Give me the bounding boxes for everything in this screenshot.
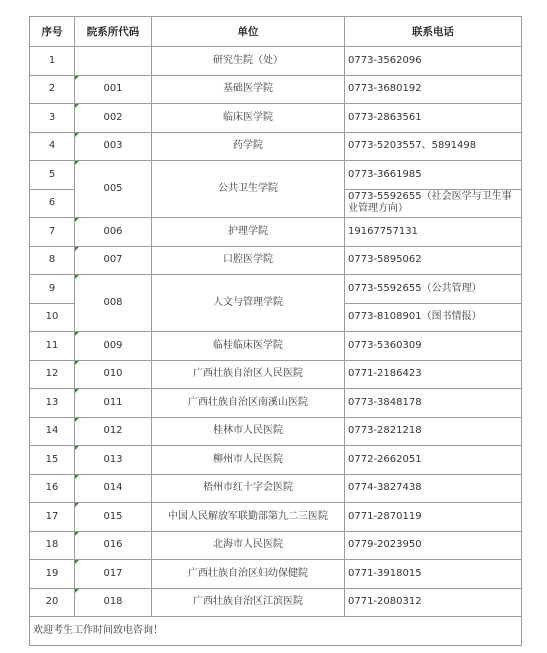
cell-marker-icon bbox=[75, 133, 79, 137]
row-unit: 药学院 bbox=[152, 132, 345, 161]
row-index: 11 bbox=[30, 332, 75, 361]
table-row bbox=[30, 417, 522, 446]
row-index: 19 bbox=[30, 560, 75, 589]
row-code-text: 013 bbox=[103, 453, 123, 465]
row-index: 15 bbox=[30, 446, 75, 475]
cell-marker-icon bbox=[75, 589, 79, 593]
table-row bbox=[30, 474, 522, 503]
cell-marker-icon bbox=[75, 446, 79, 450]
header-phone: 联系电话 bbox=[345, 17, 522, 47]
row-phone: 0773-5203557、5891498 bbox=[345, 132, 522, 161]
row-index: 20 bbox=[30, 588, 75, 617]
contact-table bbox=[29, 16, 522, 646]
row-code bbox=[75, 446, 152, 475]
row-unit: 广西壮族自治区人民医院 bbox=[152, 360, 345, 389]
table-row bbox=[30, 161, 522, 190]
row-code-text: 007 bbox=[103, 254, 123, 266]
row-code bbox=[75, 531, 152, 560]
row-phone: 0773-3680192 bbox=[345, 75, 522, 104]
row-code-text: 006 bbox=[103, 225, 123, 237]
cell-marker-icon bbox=[75, 503, 79, 507]
row-code bbox=[75, 75, 152, 104]
table-row bbox=[30, 389, 522, 418]
row-code-text: 010 bbox=[103, 368, 123, 380]
row-phone: 0773-3661985 bbox=[345, 161, 522, 190]
row-code-text: 008 bbox=[103, 297, 123, 308]
row-index: 7 bbox=[30, 218, 75, 247]
row-phone: 0771-3918015 bbox=[345, 560, 522, 589]
cell-marker-icon bbox=[75, 361, 79, 365]
row-code bbox=[75, 588, 152, 617]
row-phone: 0779-2023950 bbox=[345, 531, 522, 560]
table-row bbox=[30, 75, 522, 104]
row-index: 17 bbox=[30, 503, 75, 532]
row-phone: 0773-8108901（图书情报） bbox=[345, 303, 522, 332]
table-row bbox=[30, 360, 522, 389]
row-code bbox=[75, 417, 152, 446]
cell-marker-icon bbox=[75, 332, 79, 336]
row-code bbox=[75, 560, 152, 589]
cell-marker-icon bbox=[75, 475, 79, 479]
row-phone: 0771-2080312 bbox=[345, 588, 522, 617]
row-phone: 0773-2863561 bbox=[345, 104, 522, 133]
row-index: 18 bbox=[30, 531, 75, 560]
row-unit: 广西壮族自治区江滨医院 bbox=[152, 588, 345, 617]
row-code bbox=[75, 161, 152, 218]
row-index: 5 bbox=[30, 161, 75, 190]
table-row bbox=[30, 560, 522, 589]
row-code bbox=[75, 104, 152, 133]
row-phone: 0773-5895062 bbox=[345, 246, 522, 275]
row-index: 1 bbox=[30, 47, 75, 76]
row-code-text: 018 bbox=[103, 596, 123, 608]
header-code: 院系所代码 bbox=[75, 17, 152, 47]
footer-note: 欢迎考生工作时间致电咨询！ bbox=[30, 617, 522, 646]
row-code-text: 009 bbox=[103, 339, 123, 351]
row-unit: 护理学院 bbox=[152, 218, 345, 247]
row-unit: 广西壮族自治区南溪山医院 bbox=[152, 389, 345, 418]
row-unit: 北海市人民医院 bbox=[152, 531, 345, 560]
cell-marker-icon bbox=[75, 389, 79, 393]
row-index: 10 bbox=[30, 303, 75, 332]
row-phone: 0773-5592655（公共管理） bbox=[345, 275, 522, 304]
row-code-text: 016 bbox=[103, 539, 123, 551]
row-code bbox=[75, 360, 152, 389]
table-row bbox=[30, 503, 522, 532]
row-unit: 公共卫生学院 bbox=[152, 161, 345, 218]
table-row bbox=[30, 218, 522, 247]
cell-marker-icon bbox=[75, 532, 79, 536]
row-unit: 临床医学院 bbox=[152, 104, 345, 133]
table-row bbox=[30, 47, 522, 76]
row-unit: 临桂临床医学院 bbox=[152, 332, 345, 361]
row-phone: 0773-3562096 bbox=[345, 47, 522, 76]
row-code-text: 011 bbox=[103, 396, 123, 408]
table-footer-row bbox=[30, 617, 522, 646]
row-code bbox=[75, 389, 152, 418]
row-index: 14 bbox=[30, 417, 75, 446]
row-index: 8 bbox=[30, 246, 75, 275]
row-phone: 0771-2870119 bbox=[345, 503, 522, 532]
row-code-text: 012 bbox=[103, 425, 123, 437]
table-row bbox=[30, 132, 522, 161]
row-phone: 0772-2662051 bbox=[345, 446, 522, 475]
row-code-text: 017 bbox=[103, 567, 123, 579]
row-code-text: 005 bbox=[103, 183, 123, 194]
row-phone: 0773-5592655（社会医学与卫生事业管理方向） bbox=[345, 189, 522, 218]
row-index: 6 bbox=[30, 189, 75, 218]
row-unit: 中国人民解放军联勤部第九二三医院 bbox=[152, 503, 345, 532]
table-row bbox=[30, 446, 522, 475]
row-index: 13 bbox=[30, 389, 75, 418]
header-index: 序号 bbox=[30, 17, 75, 47]
table-row bbox=[30, 104, 522, 133]
row-index: 16 bbox=[30, 474, 75, 503]
row-code-text: 015 bbox=[103, 510, 123, 522]
row-phone: 0773-2821218 bbox=[345, 417, 522, 446]
row-code-text: 014 bbox=[103, 482, 123, 494]
row-index: 2 bbox=[30, 75, 75, 104]
cell-marker-icon bbox=[75, 104, 79, 108]
table-row bbox=[30, 275, 522, 304]
row-code bbox=[75, 474, 152, 503]
row-phone: 0773-3848178 bbox=[345, 389, 522, 418]
cell-marker-icon bbox=[75, 418, 79, 422]
row-code bbox=[75, 275, 152, 332]
header-unit: 单位 bbox=[152, 17, 345, 47]
row-code-text: 003 bbox=[103, 140, 123, 152]
cell-marker-icon bbox=[75, 218, 79, 222]
cell-marker-icon bbox=[75, 560, 79, 564]
row-unit: 梧州市红十字会医院 bbox=[152, 474, 345, 503]
row-code bbox=[75, 47, 152, 76]
cell-marker-icon bbox=[75, 76, 79, 80]
row-code bbox=[75, 132, 152, 161]
row-unit: 桂林市人民医院 bbox=[152, 417, 345, 446]
row-index: 4 bbox=[30, 132, 75, 161]
cell-marker-icon bbox=[75, 275, 79, 279]
row-unit: 人文与管理学院 bbox=[152, 275, 345, 332]
row-phone: 0773-5360309 bbox=[345, 332, 522, 361]
row-code-text: 001 bbox=[103, 83, 123, 95]
cell-marker-icon bbox=[75, 161, 79, 165]
cell-marker-icon bbox=[75, 247, 79, 251]
row-phone: 0771-2186423 bbox=[345, 360, 522, 389]
row-unit: 研究生院（处） bbox=[152, 47, 345, 76]
row-unit: 基础医学院 bbox=[152, 75, 345, 104]
row-code bbox=[75, 218, 152, 247]
row-phone: 19167757131 bbox=[345, 218, 522, 247]
row-unit: 广西壮族自治区妇幼保健院 bbox=[152, 560, 345, 589]
row-index: 3 bbox=[30, 104, 75, 133]
row-code-text: 002 bbox=[103, 111, 123, 123]
row-code bbox=[75, 246, 152, 275]
table-row bbox=[30, 531, 522, 560]
row-unit: 口腔医学院 bbox=[152, 246, 345, 275]
row-code bbox=[75, 332, 152, 361]
row-index: 12 bbox=[30, 360, 75, 389]
table-header-row bbox=[30, 17, 522, 47]
table-row bbox=[30, 588, 522, 617]
table-row bbox=[30, 246, 522, 275]
table-row bbox=[30, 332, 522, 361]
row-phone: 0774-3827438 bbox=[345, 474, 522, 503]
row-code bbox=[75, 503, 152, 532]
row-unit: 柳州市人民医院 bbox=[152, 446, 345, 475]
row-index: 9 bbox=[30, 275, 75, 304]
